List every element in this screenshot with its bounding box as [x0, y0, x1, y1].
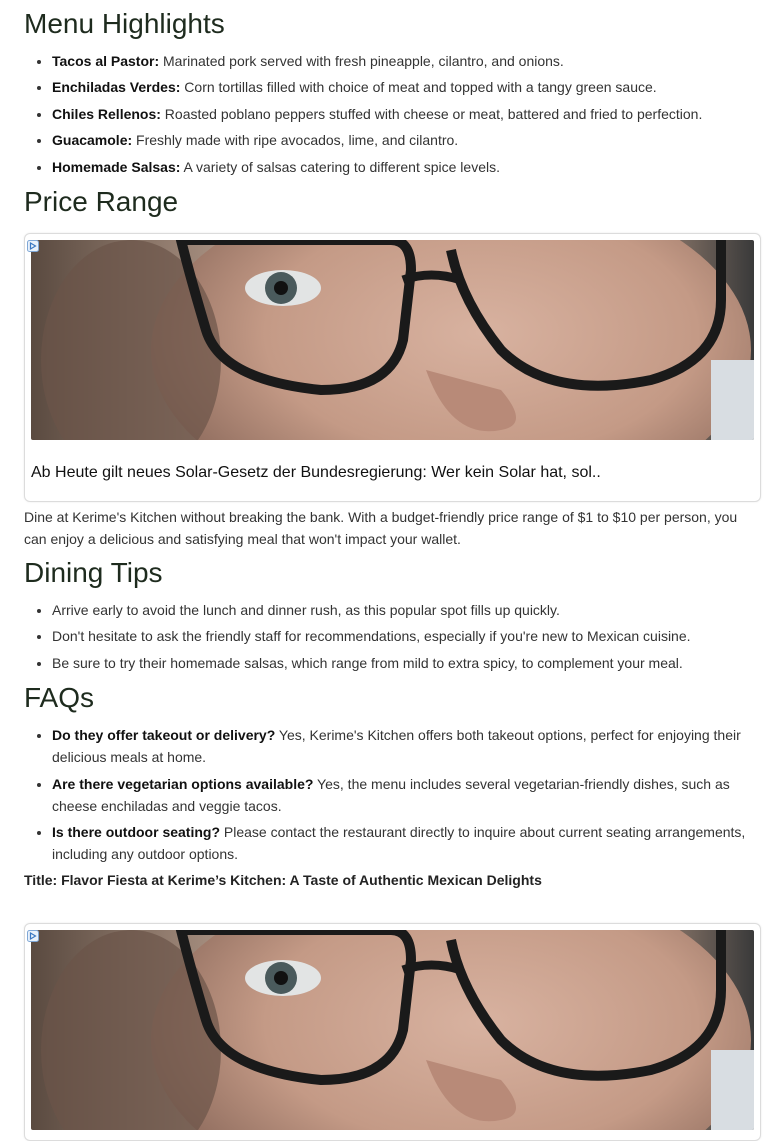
menu-item-desc: A variety of salsas catering to different spice levels. — [180, 158, 500, 175]
menu-item-desc: Freshly made with ripe avocados, lime, and cilantro. — [132, 132, 459, 149]
faq-list — [24, 724, 761, 865]
menu-item-term: Tacos al Pastor: — [52, 53, 160, 69]
menu-item-desc: Marinated pork served with fresh pineapple, cilantro, and onions. — [159, 53, 564, 69]
menu-heading: Menu Highlights — [24, 8, 225, 39]
faq-question: Is there outdoor seating? — [52, 823, 221, 840]
faqs-heading: FAQs — [24, 682, 95, 714]
faq-answer: Yes, Kerime's Kitchen offers both takeout options, perfect for enjoying their delicious meals at home. — [52, 727, 741, 766]
menu-item-term: Chiles Rellenos: — [52, 105, 161, 122]
sponsored-ad-card[interactable] — [24, 923, 761, 1141]
adchoices-icon[interactable] — [27, 236, 39, 248]
sponsored-ad-card[interactable] — [24, 233, 761, 502]
menu-item-term: Homemade Salsas: — [52, 158, 181, 175]
list-item — [52, 773, 761, 817]
list-item — [52, 129, 761, 151]
ad-image[interactable] — [31, 930, 754, 1130]
faq-answer: Please contact the restaurant directly to inquire about current seating arrangements, including any outdoor options. — [52, 823, 746, 862]
list-item — [52, 156, 761, 178]
list-item: • Don't hesitate to ask the friendly staff for recommendations, especially if you're new to Mexican cuisine. — [52, 625, 761, 647]
menu-item-term: Enchiladas Verdes: — [52, 79, 181, 96]
menu-list — [24, 50, 761, 178]
list-item — [52, 50, 761, 72]
adchoices-icon[interactable] — [27, 926, 39, 938]
ad-headline[interactable]: Ab Heute gilt neues Solar-Gesetz der Bundesregierung: Wer kein Solar hat, sol.. — [31, 463, 601, 481]
price-paragraph: Dine at Kerime's Kitchen without breaking the bank. With a budget-friendly price range of $1 to $10 per person, you can enjoy a delicious and satisfying meal that won't impact your wallet. — [24, 508, 738, 547]
tips-heading: Dining Tips — [24, 556, 163, 588]
list-item — [52, 103, 761, 125]
list-item — [52, 76, 761, 98]
list-item: • Arrive early to avoid the lunch and dinner rush, as this popular spot fills up quickly. — [52, 599, 761, 621]
menu-item-term: Guacamole: — [52, 132, 133, 149]
man-glasses-photo — [31, 240, 754, 440]
faq-answer: Yes, the menu includes several vegetarian-friendly dishes, such as cheese enchiladas and veggie tacos. — [52, 775, 730, 814]
tips-list — [24, 599, 761, 674]
menu-item-desc: Corn tortillas filled with choice of meat and topped with a tangy green sauce. — [180, 79, 657, 96]
price-heading: Price Range — [24, 185, 179, 217]
article-content — [24, 0, 761, 1141]
faq-question: Are there vegetarian options available? — [52, 775, 314, 792]
article-title-line: Title: Flavor Fiesta at Kerime’s Kitchen: A Taste of Authentic Mexican Delights — [24, 872, 542, 889]
man-glasses-photo — [31, 930, 754, 1130]
list-item — [52, 724, 761, 768]
list-item — [52, 821, 761, 865]
ad-image[interactable] — [31, 240, 754, 440]
menu-item-desc: Roasted poblano peppers stuffed with cheese or meat, battered and fried to perfection. — [160, 105, 703, 122]
faq-question: Do they offer takeout or delivery? — [52, 727, 276, 744]
list-item: • Be sure to try their homemade salsas, which range from mild to extra spicy, to complement your meal. — [52, 652, 761, 674]
